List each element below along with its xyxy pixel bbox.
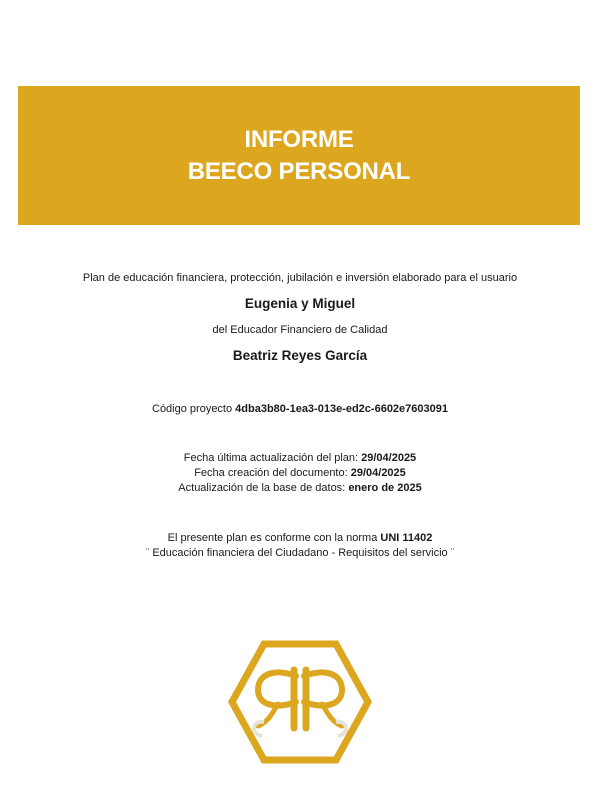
- plan-update-value: 29/04/2025: [361, 452, 417, 464]
- educator-name: Beatriz Reyes García: [232, 348, 368, 363]
- doc-creation-value: 29/04/2025: [350, 467, 406, 479]
- norm-compliance-block: [0, 531, 600, 561]
- report-title-line1: INFORME: [244, 125, 354, 153]
- logo-hexagon: [232, 644, 368, 760]
- norm-line: [0, 531, 600, 546]
- report-title-banner: [18, 86, 580, 225]
- project-code-line: [0, 403, 600, 415]
- logo-rr-monogram: [258, 670, 342, 728]
- project-code-value: 4dba3b80-1ea3-013e-ed2c-6602e7603091: [235, 403, 448, 415]
- plan-update-label: Fecha última actualización del plan:: [183, 452, 362, 464]
- logo-shadow-loops: [254, 722, 346, 736]
- project-code-label: Código proyecto: [152, 403, 236, 415]
- report-title-line2: BEECO PERSONAL: [187, 157, 411, 185]
- db-update-label: Actualización de la base de datos:: [178, 482, 349, 494]
- hexagon-rr-logo-icon: [228, 640, 372, 764]
- norm-title: ¨ Educación financiera del Ciudadano - Requisitos del servicio ¨: [145, 547, 455, 559]
- dates-block: [0, 451, 600, 496]
- db-update-line: [0, 481, 600, 496]
- plan-description: Plan de educación financiera, protección, jubilación e inversión elaborado para el usuario: [82, 272, 518, 284]
- norm-prefix: El presente plan es conforme con la norma: [167, 532, 381, 544]
- db-update-value: enero de 2025: [348, 482, 422, 494]
- doc-creation-line: [0, 466, 600, 481]
- doc-creation-label: Fecha creación del documento:: [194, 467, 351, 479]
- norm-code: UNI 11402: [380, 532, 433, 544]
- plan-update-line: [0, 451, 600, 466]
- educator-label: del Educador Financiero de Calidad: [212, 324, 388, 336]
- user-names: Eugenia y Miguel: [244, 296, 356, 311]
